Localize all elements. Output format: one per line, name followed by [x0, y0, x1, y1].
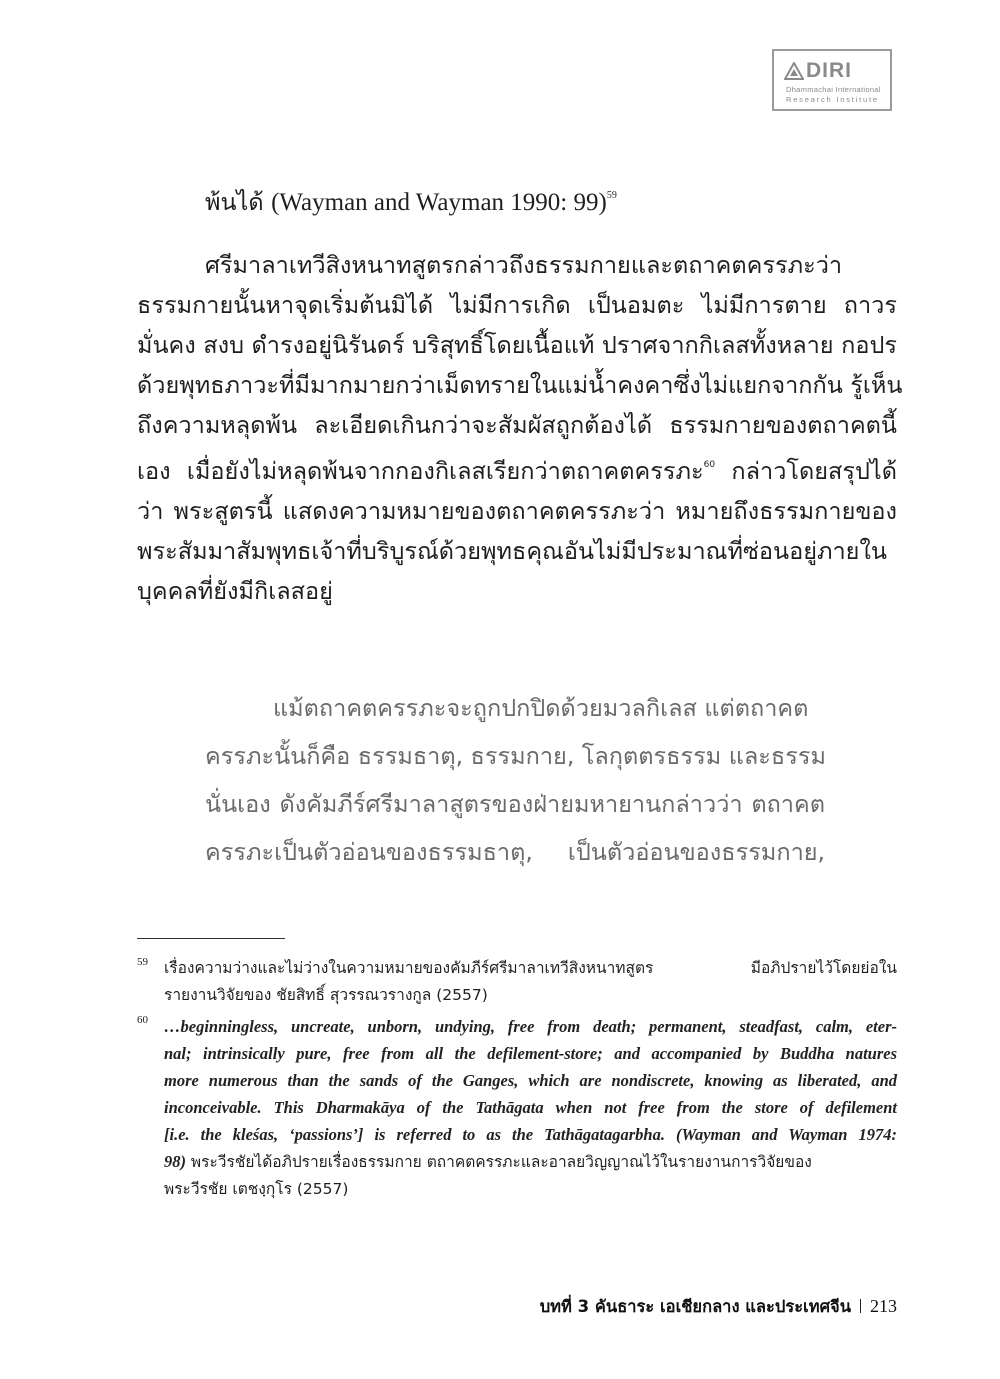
- para-line: ถึงความหลุดพ้น ละเอียดเกินกว่าจะสัมผัสถูกต้องได้ ธรรมกายของตถาคตนี้: [137, 411, 897, 439]
- quote-line: นั่นเอง ดังคัมภีร์ศรีมาลาสูตรของฝ่ายมหายานกล่าวว่า ตถาคต: [205, 790, 825, 818]
- page-footer: [540, 1294, 897, 1320]
- footnote-line: เรื่องความว่างและไม่ว่างในความหมายของคัมภีร์ศรีมาลาเทวีสิงหนาทสูตร มีอภิปรายไว้โดยย่อใน: [164, 959, 897, 977]
- footnote-line: more numerous than the sands of the Ganges, which are nondiscrete, knowing as liberated, and: [164, 1071, 897, 1090]
- quote-line: แม้ตถาคตครรภะจะถูกปกปิดด้วยมวลกิเลส แต่ตถาคต: [273, 694, 809, 722]
- quote-line: ครรภะเป็นตัวอ่อนของธรรมธาตุ, เป็นตัวอ่อนของธรรมกาย,: [205, 838, 825, 866]
- footnote-line: พระวีรชัย เตชงฺกุโร (2557): [164, 1180, 349, 1198]
- para-line: ศรีมาลาเทวีสิงหนาทสูตรกล่าวถึงธรรมกายและตถาคตครรภะว่า: [205, 251, 843, 279]
- footnote-number: 60: [137, 1014, 148, 1026]
- footnote-divider: [137, 938, 285, 939]
- main-paragraph: [137, 245, 903, 611]
- para-line: ธรรมกายนั้นหาจุดเริ่มต้นมิได้ ไม่มีการเกิด เป็นอมตะ ไม่มีการตาย ถาวร: [137, 291, 897, 319]
- intro-citation: (Wayman and Wayman 1990: 99): [271, 189, 607, 216]
- para-line: ด้วยพุทธภาวะที่มีมากมายกว่าเม็ดทรายในแม่น้ำคงคาซึ่งไม่แยกจากกัน รู้เห็น: [137, 371, 903, 399]
- page-number: 213: [870, 1296, 897, 1316]
- footnote-59: [137, 955, 897, 1009]
- para-line: [137, 445, 897, 491]
- para-line: พระสัมมาสัมพุทธเจ้าที่บริบูรณ์ด้วยพุทธคุณอันไม่มีประมาณที่ซ่อนอยู่ภายใน: [137, 537, 887, 565]
- footnote-ref-60[interactable]: 60: [703, 460, 716, 470]
- triangle-logo-icon: [784, 62, 804, 80]
- block-quote: [205, 684, 825, 876]
- logo-subtitle-1: Dhammachai International: [786, 85, 881, 94]
- footnote-italic-part: 98): [164, 1152, 186, 1171]
- para-line: มั่นคง สงบ ดำรงอยู่นิรันดร์ บริสุทธิ์โดยเนื้อแท้ ปราศจากกิเลสทั้งหลาย กอปร: [137, 331, 897, 359]
- logo-text: DIRI: [806, 59, 852, 82]
- para-line: บุคคลที่ยังมีกิเลสอยู่: [137, 577, 333, 605]
- footnote-line: [i.e. the kleśas, ‘passions’] is referred to as the Tathāgatagarbha. (Wayman and Wayman 1974:: [164, 1125, 897, 1144]
- footnote-line: รายงานวิจัยของ ชัยสิทธิ์ สุวรรณวรางกูล (2557): [164, 986, 488, 1004]
- para-line-6-b: กล่าวโดยสรุปได้: [715, 457, 898, 485]
- footnote-number: 59: [137, 956, 148, 968]
- footnotes: [137, 955, 897, 1207]
- footer-separator: [860, 1299, 861, 1313]
- quote-line: ครรภะนั้นก็คือ ธรรมธาตุ, ธรรมกาย, โลกุตตรธรรม และธรรม: [205, 742, 826, 770]
- footnote-thai-part: พระวีรชัยได้อภิปรายเรื่องธรรมกาย ตถาคตครรภะและอาลยวิญญาณไว้ในรายงานการวิจัยของ: [186, 1153, 812, 1171]
- footnote-60: [137, 1013, 897, 1203]
- footnote-ref-59[interactable]: 59: [606, 190, 617, 201]
- chapter-title: บทที่ 3 คันธาระ เอเชียกลาง และประเทศจีน: [539, 1297, 851, 1316]
- intro-line: [205, 176, 965, 223]
- para-line-6-a: เอง เมื่อยังไม่หลุดพ้นจากกองกิเลสเรียกว่าตถาคตครรภะ: [137, 457, 704, 485]
- footnote-line: nal; intrinsically pure, free from all the defilement-store; and accompanied by Buddha natures: [164, 1044, 897, 1063]
- footnote-line: [164, 1148, 897, 1176]
- intro-thai: พ้นได้: [205, 188, 272, 216]
- para-line: ว่า พระสูตรนี้ แสดงความหมายของตถาคตครรภะว่า หมายถึงธรรมกายของ: [137, 497, 897, 525]
- diri-logo: [772, 49, 892, 111]
- footnote-line: inconceivable. This Dharmakāya of the Tathāgata when not free from the store of defilement: [164, 1098, 897, 1117]
- logo-subtitle-2: Research Institute: [786, 95, 879, 104]
- footnote-line: …beginningless, uncreate, unborn, undying, free from death; permanent, steadfast, calm, eter-: [164, 1017, 897, 1036]
